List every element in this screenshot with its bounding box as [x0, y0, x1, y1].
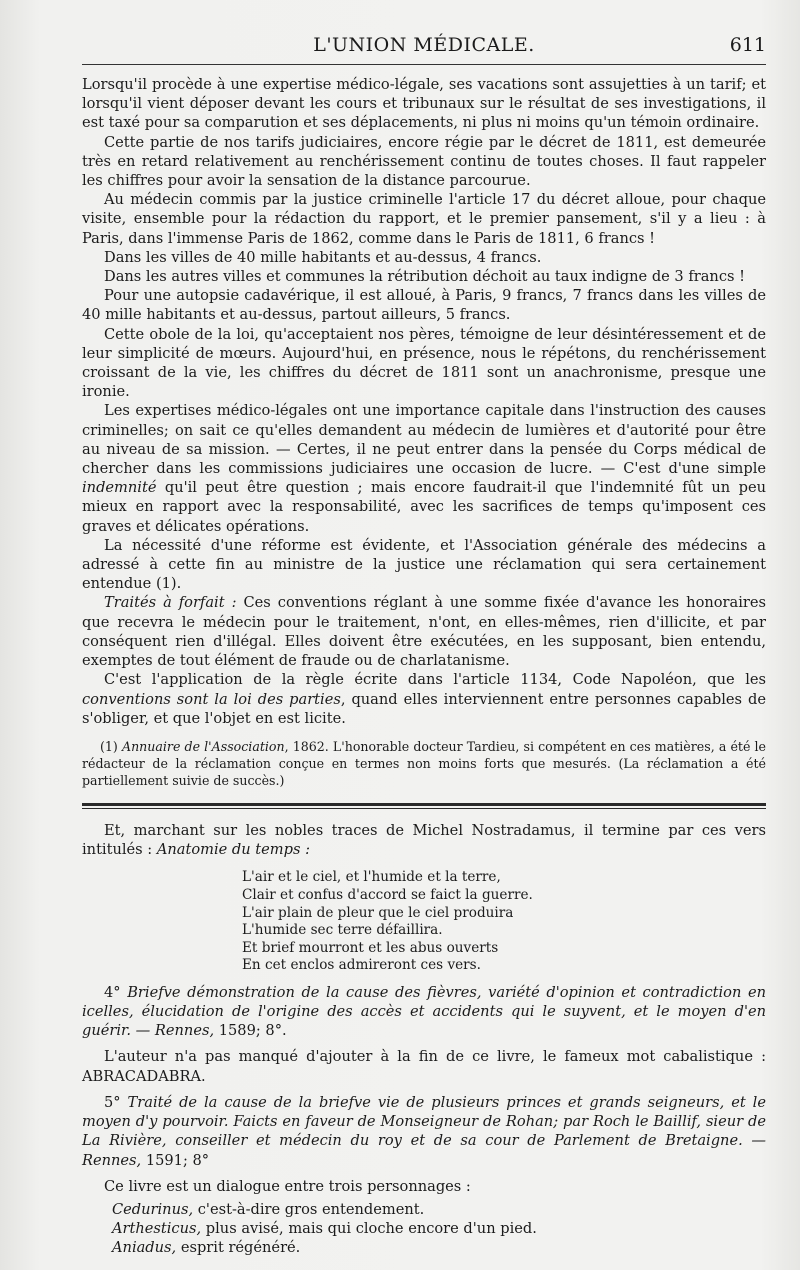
paragraph-villes-40-mille: Dans les villes de 40 mille habitants et au-dessus, 4 francs.: [104, 248, 542, 266]
paragraph-dialogue: Ce livre est un dialogue entre trois personnages :: [104, 1177, 471, 1195]
paragraph-article-17: Au médecin commis par la justice criminelle l'article 17 du décret alloue, pour chaque visite, ensemble pour la rédaction du rapport, et le premier pansement, s'il y a lieu : à Paris, dans l'immense Paris de 1862, comme dans le Paris de 1811, 6 francs !: [82, 191, 766, 247]
item-title: Briefve démonstration de la cause des fièvres, variété d'opinion et contradiction en icelles, élucidation de l'origine des accès et accidents qui le suyvent, et le moyen d'en guérir. — Rennes,: [82, 983, 766, 1040]
running-title: L'UNION MÉDICALE.: [313, 34, 535, 56]
character-item: [112, 1200, 766, 1219]
page-number: 611: [729, 34, 766, 56]
character-list: [112, 1200, 766, 1258]
spacer: [82, 1170, 766, 1177]
text: C'est l'application de la règle écrite dans l'article 1134, Code Napoléon, que les: [104, 671, 766, 689]
character-name: Aniadus,: [112, 1239, 177, 1257]
footnote: [82, 738, 766, 789]
paragraph-tarifs: Cette partie de nos tarifs judiciaires, encore régie par le décret de 1811, est demeurée très en retard relativement au renchérissement continu de toutes choses. Il faut rappeler les chiffres pour avoir la sensation de la distance parcourue.: [82, 133, 766, 190]
character-name: Arthesticus,: [112, 1220, 202, 1238]
item-number: 4°: [104, 983, 128, 1001]
item-title: Traité de la cause de la briefve vie de plusieurs princes et grands seigneurs, et le moyen d'y pourvoir. Faicts en faveur de Monseigneur de Rohan; par Roch le Baillif, sieur de La Rivière, conseiller et médecin du roy et de sa cour de Parlement de Bretaigne. — Rennes,: [82, 1093, 766, 1169]
item-date: 1589; 8°.: [214, 1022, 287, 1040]
character-desc: plus avisé, mais qui cloche encore d'un pied.: [201, 1220, 537, 1238]
emphasis: Traités à forfait :: [104, 594, 237, 612]
character-item: [112, 1238, 766, 1257]
text: Et, marchant sur les nobles traces de Michel Nostradamus, il termine par ces vers intitulés :: [82, 821, 766, 859]
poem-line: En cet enclos admireront ces vers.: [242, 957, 481, 974]
text: Les expertises médico-légales ont une importance capitale dans l'instruction des causes criminelles; on sait ce qu'elles demandent au médecin de lumières et d'autorité pour être au niveau de sa mission. — Certes, il ne peut entrer dans la pensée du Corps médical de chercher dans les commissions judiciaires une occasion de lucre. — C'est d'une simple: [82, 402, 766, 478]
footnote-source: Annuaire de l'Association: [121, 738, 285, 754]
paragraph-nostradamus: [82, 821, 766, 859]
paragraph-autres-villes: Dans les autres villes et communes la rétribution déchoit au taux indigne de 3 francs !: [104, 268, 745, 286]
poem-line: L'air plain de pleur que le ciel produira: [242, 904, 514, 921]
paragraph-reforme: La nécessité d'une réforme est évidente, et l'Association générale des médecins a adressé à cette fin au ministre de la justice une réclamation qui sera certainement entendue (1).: [82, 536, 766, 593]
section-divider: [82, 803, 766, 809]
poem-line: Et brief mourront et les abus ouverts: [242, 939, 499, 956]
paragraph-vacations: Lorsqu'il procède à une expertise médico-légale, ses vacations sont assujetties à un tarif; et lorsqu'il vient déposer devant les cours et tribunaux sur le résultat de ses investigations, il est taxé pour sa comparution et ses déplacements, ni plus ni moins qu'un témoin ordinaire.: [82, 76, 766, 132]
footnote-marker: (1): [100, 738, 122, 754]
item-date: 1591; 8°: [141, 1151, 210, 1169]
character-desc: c'est-à-dire gros entendement.: [193, 1200, 425, 1218]
emphasis: Anatomie du temps :: [156, 841, 311, 859]
footnote-text: , 1862. L'honorable docteur Tardieu, si compétent en ces matières, a été le rédacteur de la réclamation conçue en termes non moins forts que mesurés. (La réclamation a été partiellement suivie de succès.): [82, 738, 767, 788]
running-header: [82, 30, 766, 58]
paragraph-autopsie: Pour une autopsie cadavérique, il est alloué, à Paris, 9 francs, 7 francs dans les villes de 40 mille habitants et au-dessus, partout ailleurs, 5 francs.: [82, 287, 766, 324]
item-number: 5°: [104, 1093, 128, 1111]
paragraph-forfait: [82, 593, 766, 670]
character-name: Cedurinus,: [112, 1200, 194, 1218]
poem: [242, 869, 766, 975]
poem-line: L'humide sec terre défaillira.: [242, 922, 443, 939]
spacer: [82, 1086, 766, 1093]
poem-line: Clair et confus d'accord se faict la guerre.: [242, 886, 533, 903]
text: Ces conventions réglant à une somme fixée d'avance les honoraires que recevra le médecin pour le traitement, n'ont, en elles-mêmes, rien d'illicite, et par conséquent rien d'illégal. Elles doivent être exécutées, en les supposant, bien entendu, exemptes de tout élément de fraude ou de charlatanisme.: [82, 594, 766, 670]
divider-thick: [82, 803, 766, 806]
paragraph-regle: [82, 670, 766, 728]
poem-line: L'air et le ciel, et l'humide et la terre,: [242, 869, 501, 886]
header-rule: [82, 64, 766, 65]
item-4: [82, 983, 766, 1041]
text: qu'il peut être question ; mais encore faudrait-il que l'indemnité fût un peu mieux en rapport avec la responsabilité, avec les sacrifices de temps qu'imposent ces graves et délicates opérations.: [82, 479, 766, 535]
emphasis: indemnité: [82, 479, 157, 497]
emphasis: conventions sont la loi des parties: [82, 690, 341, 708]
character-item: [112, 1219, 766, 1238]
spacer: [82, 1040, 766, 1047]
text: , quand elles interviennent entre personnes capables de s'obliger, et que l'objet en est licite.: [82, 690, 766, 727]
paragraph-expertises: [82, 401, 766, 535]
paragraph-obole: Cette obole de la loi, qu'acceptaient nos pères, témoigne de leur désintéressement et de leur simplicité de mœurs. Aujourd'hui, en présence, nous le répétons, du renchérissement croissant de la vie, les chiffres du décret de 1811 sont un anachronisme, presque une ironie.: [82, 325, 766, 401]
item-5: [82, 1093, 766, 1170]
character-desc: esprit régénéré.: [176, 1239, 301, 1257]
divider-thin: [82, 808, 766, 809]
paragraph-abracadabra: L'auteur n'a pas manqué d'ajouter à la fin de ce livre, le fameux mot cabalistique : ABRACADABRA.: [82, 1048, 766, 1085]
